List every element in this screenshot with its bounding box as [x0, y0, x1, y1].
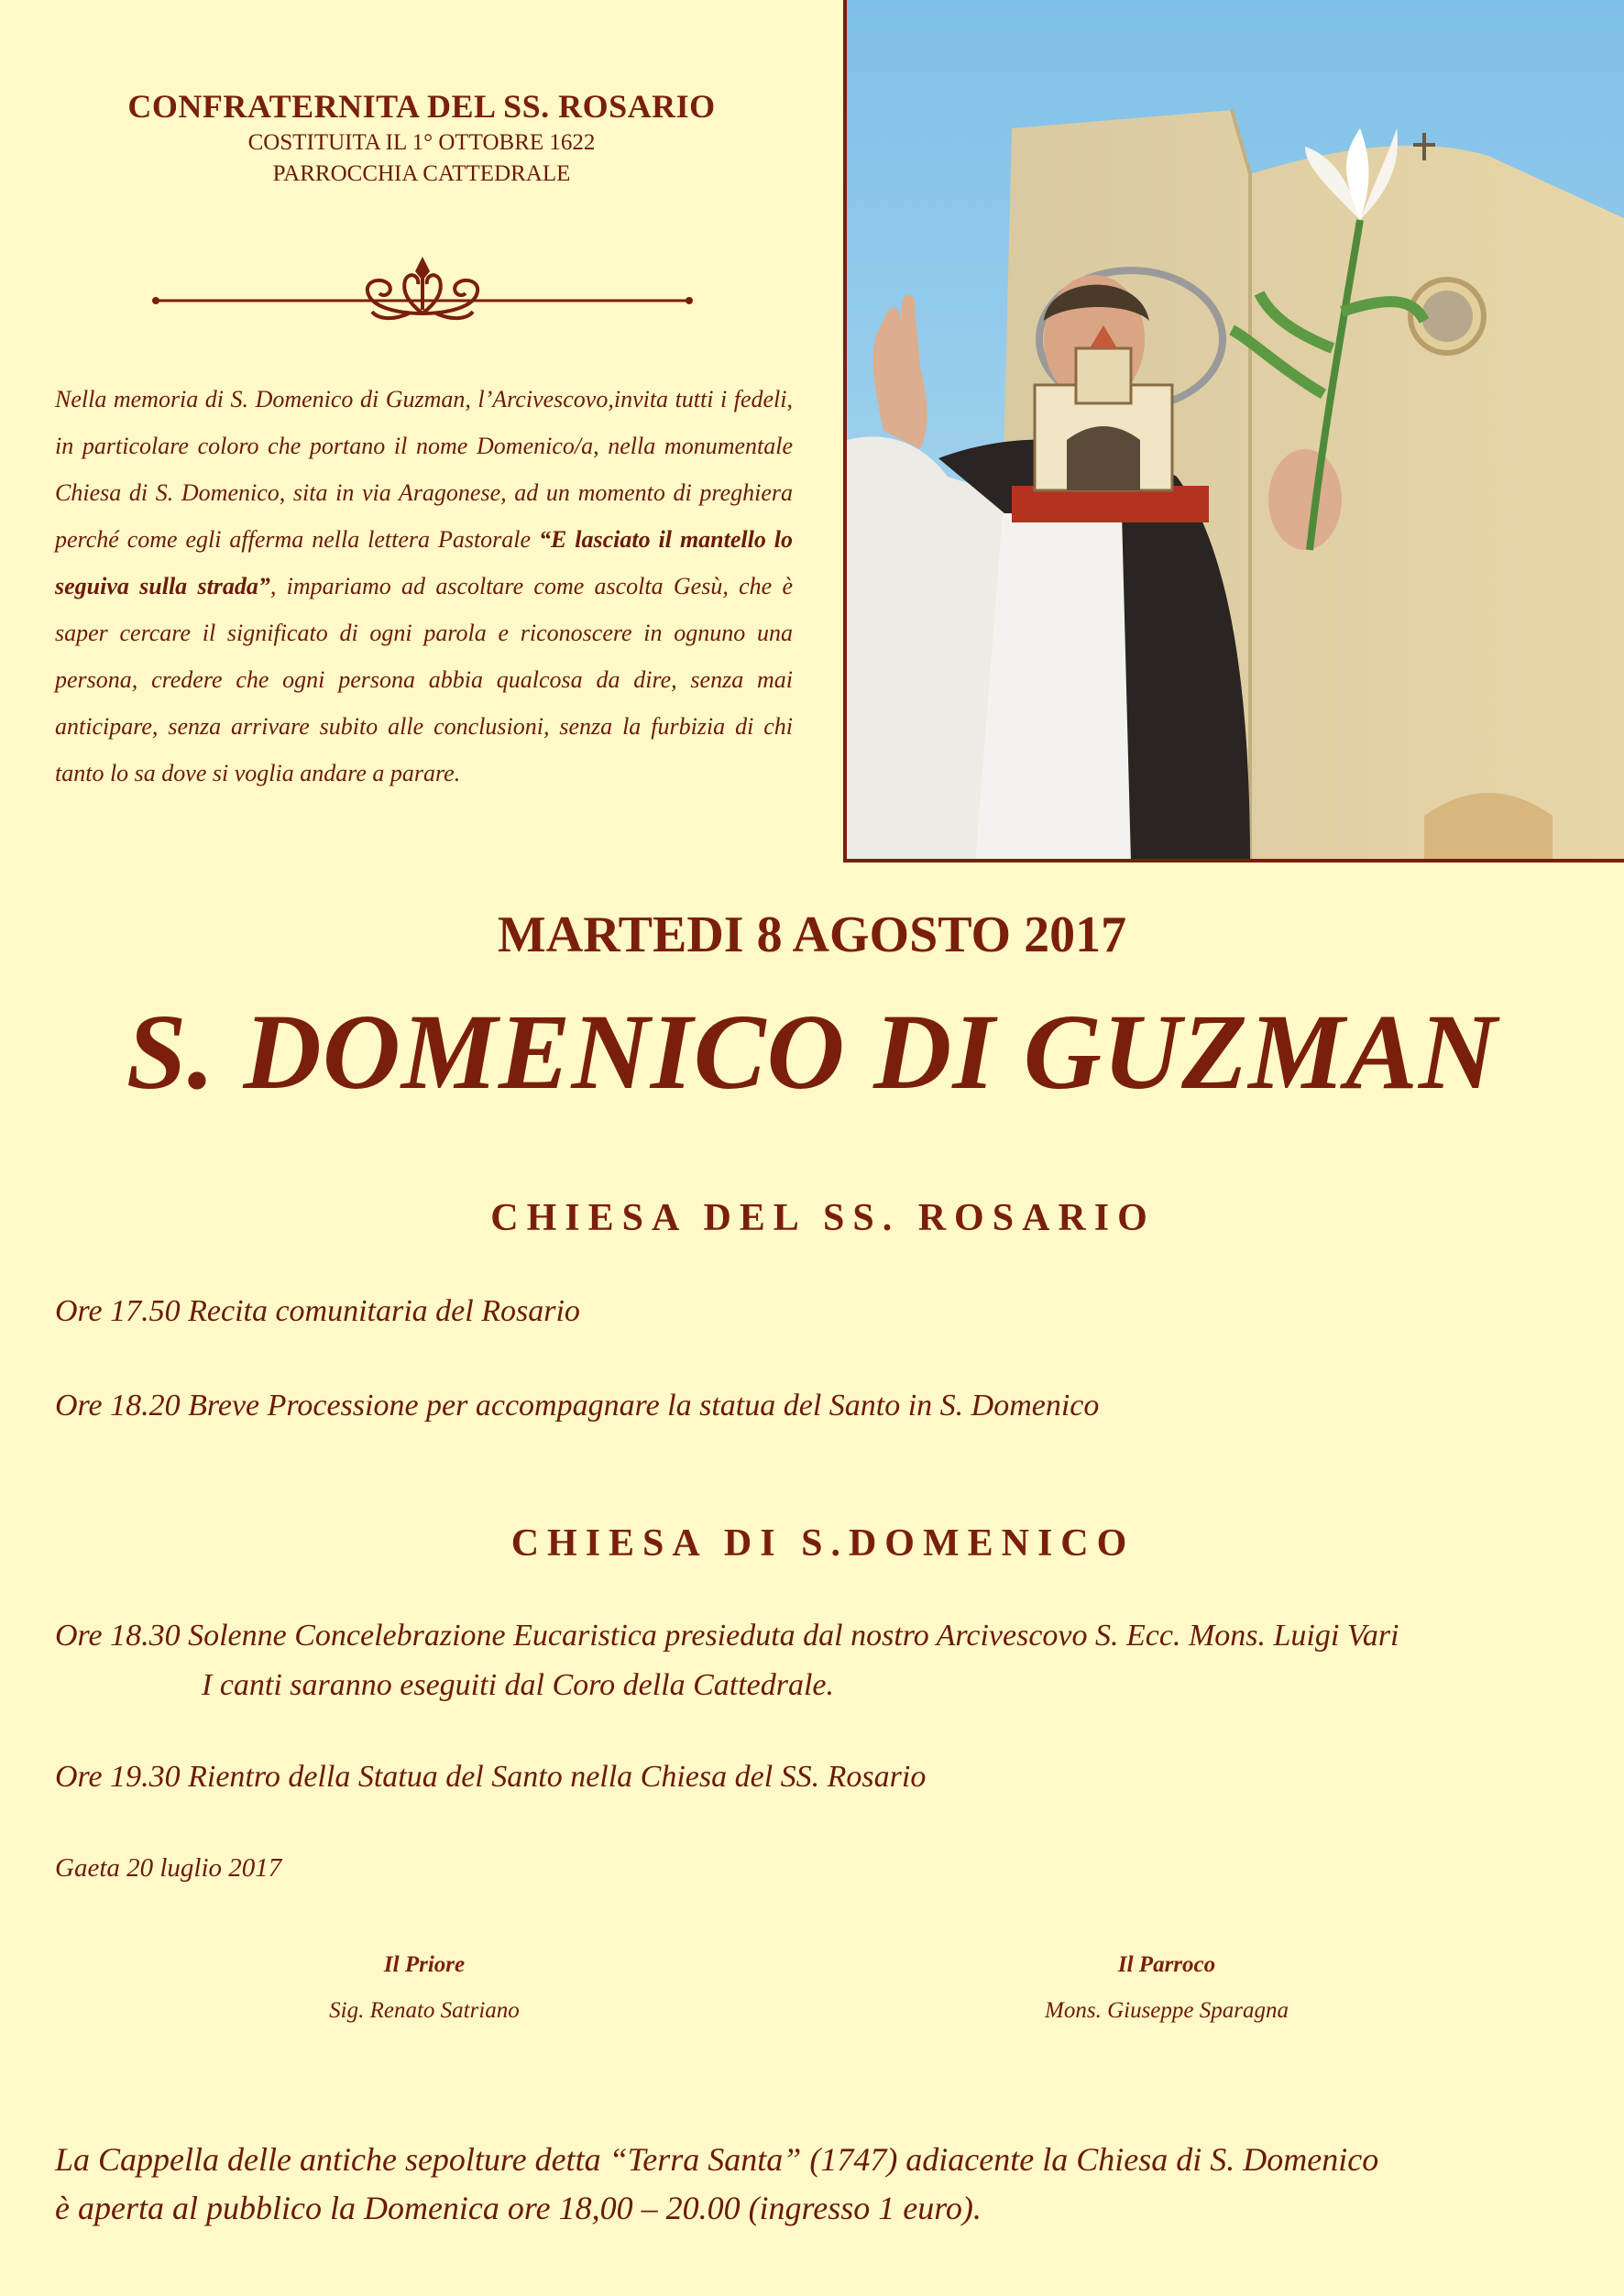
intro-paragraph: [55, 376, 793, 796]
parroco-role: Il Parroco: [1117, 1952, 1216, 1977]
intro-text-1: Nella memoria di S. Domenico di Guzman, l’Arcivescovo,invita tutti i fedeli, in particolare coloro che portano il nome Domenico/a, nella monumentale Chiesa di S. Domenico, sita in via Aragonese, ad un momento di preghiera perché come egli afferma nella lettera Pastorale: [55, 386, 793, 553]
schedule-return: Ore 19.30 Rientro della Statua del Santo nella Chiesa del SS. Rosario: [55, 1760, 927, 1794]
place-date: Gaeta 20 luglio 2017: [55, 1853, 282, 1883]
parish-name: PARROCCHIA CATTEDRALE: [272, 161, 571, 186]
saint-name-title: S. DOMENICO DI GUZMAN: [126, 992, 1498, 1112]
schedule-procession: Ore 18.20 Breve Processione per accompagnare la statua del Santo in S. Domenico: [55, 1389, 1100, 1423]
priore-role: Il Priore: [383, 1952, 466, 1977]
schedule-choir-note: I canti saranno eseguiti dal Coro della Cattedrale.: [202, 1668, 835, 1702]
confraternity-title: CONFRATERNITA DEL SS. ROSARIO: [127, 88, 716, 125]
intro-text-2: , impariamo ad ascoltare come ascolta Gesù, che è saper cercare il significato di ogni parola e riconoscere in ognuno una persona, credere che ogni persona abbia qualcosa da dire, senza mai anticipare, senza arrivare subito alle conclusioni, senza la furbizia di chi tanto lo sa dove si voglia andare a parare.: [55, 573, 793, 786]
schedule-mass: Ore 18.30 Solenne Concelebrazione Eucaristica presieduta dal nostro Arcivescovo S. Ecc. Mons. Luigi Vari: [55, 1619, 1399, 1653]
section-rosario-title: CHIESA DEL SS. ROSARIO: [490, 1197, 1156, 1239]
chapel-note-line2: è aperta al pubblico la Domenica ore 18,00 – 20.00 (ingresso 1 euro).: [55, 2190, 982, 2226]
ornament-divider: [152, 253, 693, 345]
schedule-rosary: Ore 17.50 Recita comunitaria del Rosario: [55, 1294, 580, 1328]
saint-statue-photo: [843, 0, 1624, 862]
priore-name: Sig. Renato Satriano: [329, 1998, 520, 2023]
pastoral-letter-quote: “E lasciato il mantello lo seguiva sulla strada”: [55, 526, 793, 599]
founding-date: COSTITUITA IL 1° OTTOBRE 1622: [247, 130, 596, 155]
chapel-note-line1: La Cappella delle antiche sepolture detta “Terra Santa” (1747) adiacente la Chiesa di S. Domenico: [55, 2141, 1379, 2178]
section-domenico-title: CHIESA DI S.DOMENICO: [510, 1522, 1136, 1565]
parroco-name: Mons. Giuseppe Sparagna: [1045, 1998, 1289, 2023]
event-date: MARTEDI 8 AGOSTO 2017: [497, 906, 1127, 963]
